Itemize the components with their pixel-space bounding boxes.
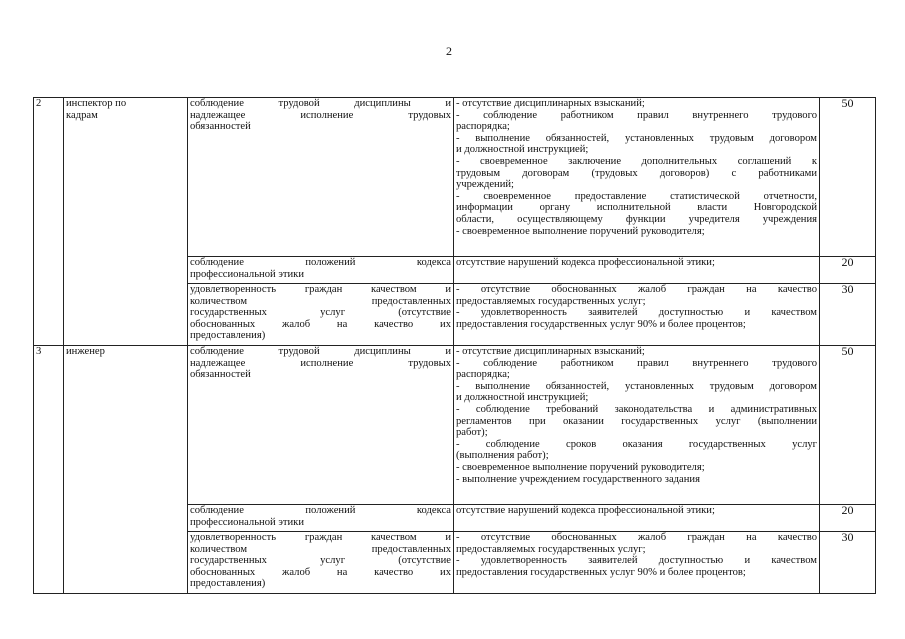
table-row bbox=[34, 98, 876, 257]
criterion-line: государственных услуг (отсутствие bbox=[190, 307, 451, 319]
row-number: 2 bbox=[34, 98, 64, 346]
points-cell: 50 bbox=[820, 346, 876, 505]
indicator-line: - выполнение учреждением государственного задания bbox=[456, 473, 700, 485]
indicator-line: - удовлетворенность заявителей доступностью и качеством bbox=[456, 555, 817, 567]
criterion-line: обоснованных жалоб на качество их bbox=[190, 566, 451, 578]
criterion-line: количеством предоставленных bbox=[190, 295, 451, 307]
indicator-line: трудовым договорам (трудовых договоров) с работниками bbox=[456, 167, 817, 179]
points-cell: 20 bbox=[820, 505, 876, 532]
points-cell: 20 bbox=[820, 257, 876, 284]
criterion-line: предоставления) bbox=[190, 330, 266, 342]
indicator-line: предоставления государственных услуг 90% и более процентов; bbox=[456, 566, 746, 578]
indicator-line: учреждений; bbox=[456, 179, 514, 191]
indicator-line: - своевременное выполнение поручений руководителя; bbox=[456, 461, 705, 473]
criterion-line: соблюдение положений кодекса bbox=[190, 505, 451, 516]
points-cell: 30 bbox=[820, 284, 876, 346]
criteria-table bbox=[33, 97, 876, 594]
indicator-line: (выполнения работ); bbox=[456, 450, 549, 462]
indicators-cell bbox=[454, 532, 820, 594]
criterion-cell bbox=[188, 532, 454, 594]
criterion-line: надлежащее исполнение трудовых bbox=[190, 357, 451, 369]
criterion-cell bbox=[188, 284, 454, 346]
indicator-line: и должностной инструкцией; bbox=[456, 392, 589, 404]
indicator-line: - отсутствие дисциплинарных взысканий; bbox=[456, 346, 645, 357]
criterion-line: профессиональной этики bbox=[190, 516, 304, 528]
criterion-line: надлежащее исполнение трудовых bbox=[190, 109, 451, 121]
indicator-line: и должностной инструкцией; bbox=[456, 144, 589, 156]
criterion-line: удовлетворенность граждан качеством и bbox=[190, 284, 451, 295]
indicators-cell bbox=[454, 505, 820, 532]
criteria-table-body bbox=[34, 98, 876, 594]
criterion-line: обоснованных жалоб на качество их bbox=[190, 318, 451, 330]
criterion-line: соблюдение трудовой дисциплины и bbox=[190, 98, 451, 109]
criterion-cell bbox=[188, 98, 454, 257]
indicators-cell bbox=[454, 346, 820, 505]
indicator-line: предоставления государственных услуг 90% и более процентов; bbox=[456, 318, 746, 330]
indicator-line: области, осуществляющему функции учредителя учреждения bbox=[456, 213, 817, 225]
criterion-line: соблюдение трудовой дисциплины и bbox=[190, 346, 451, 357]
criterion-line: количеством предоставленных bbox=[190, 543, 451, 555]
page-number: 2 bbox=[446, 44, 452, 58]
indicator-line: - соблюдение сроков оказания государственных услуг bbox=[456, 438, 817, 450]
indicator-line: - выполнение обязанностей, установленных трудовым договором bbox=[456, 132, 817, 144]
indicator-line: - соблюдение работником правил внутреннего трудового bbox=[456, 109, 817, 121]
table-row bbox=[34, 346, 876, 505]
criterion-line: обязанностей bbox=[190, 369, 251, 381]
position-line: инспектор по bbox=[66, 98, 127, 109]
indicator-line: - своевременное заключение дополнительных соглашений к bbox=[456, 155, 817, 167]
indicator-line: - соблюдение работником правил внутреннего трудового bbox=[456, 357, 817, 369]
position-cell bbox=[64, 346, 188, 594]
row-number: 3 bbox=[34, 346, 64, 594]
criterion-cell bbox=[188, 505, 454, 532]
indicator-line: - отсутствие обоснованных жалоб граждан на качество bbox=[456, 284, 817, 295]
criterion-cell bbox=[188, 346, 454, 505]
indicator-line: - соблюдение требований законодательства и административных bbox=[456, 403, 817, 415]
indicator-line: - отсутствие дисциплинарных взысканий; bbox=[456, 98, 645, 109]
position-line: кадрам bbox=[66, 109, 98, 121]
indicator-line: предоставляемых государственных услуг; bbox=[456, 295, 646, 307]
indicator-line: предоставляемых государственных услуг; bbox=[456, 543, 646, 555]
indicator-line: работ); bbox=[456, 427, 488, 439]
indicator-line: регламентов при оказании государственных услуг (выполнении bbox=[456, 415, 817, 427]
indicator-line: распорядка; bbox=[456, 121, 510, 133]
criterion-cell bbox=[188, 257, 454, 284]
criterion-line: соблюдение положений кодекса bbox=[190, 257, 451, 268]
position-line: инженер bbox=[66, 346, 105, 357]
indicators-cell bbox=[454, 98, 820, 257]
indicator-line: - выполнение обязанностей, установленных трудовым договором bbox=[456, 380, 817, 392]
indicators-cell bbox=[454, 257, 820, 284]
criterion-line: удовлетворенность граждан качеством и bbox=[190, 532, 451, 543]
indicator-line: - своевременное предоставление статистической отчетности, bbox=[456, 190, 817, 202]
points-cell: 50 bbox=[820, 98, 876, 257]
indicator-line: - удовлетворенность заявителей доступностью и качеством bbox=[456, 307, 817, 319]
position-cell bbox=[64, 98, 188, 346]
indicator-line: - своевременное выполнение поручений руководителя; bbox=[456, 225, 705, 237]
indicator-line: распорядка; bbox=[456, 369, 510, 381]
criterion-line: обязанностей bbox=[190, 121, 251, 133]
indicators-cell bbox=[454, 284, 820, 346]
points-cell: 30 bbox=[820, 532, 876, 594]
indicator-line: отсутствие нарушений кодекса профессиональной этики; bbox=[456, 505, 715, 516]
criterion-line: государственных услуг (отсутствие bbox=[190, 555, 451, 567]
indicator-line: отсутствие нарушений кодекса профессиональной этики; bbox=[456, 257, 715, 268]
criterion-line: профессиональной этики bbox=[190, 268, 304, 280]
criterion-line: предоставления) bbox=[190, 578, 266, 590]
indicator-line: - отсутствие обоснованных жалоб граждан на качество bbox=[456, 532, 817, 543]
indicator-line: информации органу исполнительной власти Новгородской bbox=[456, 202, 817, 214]
